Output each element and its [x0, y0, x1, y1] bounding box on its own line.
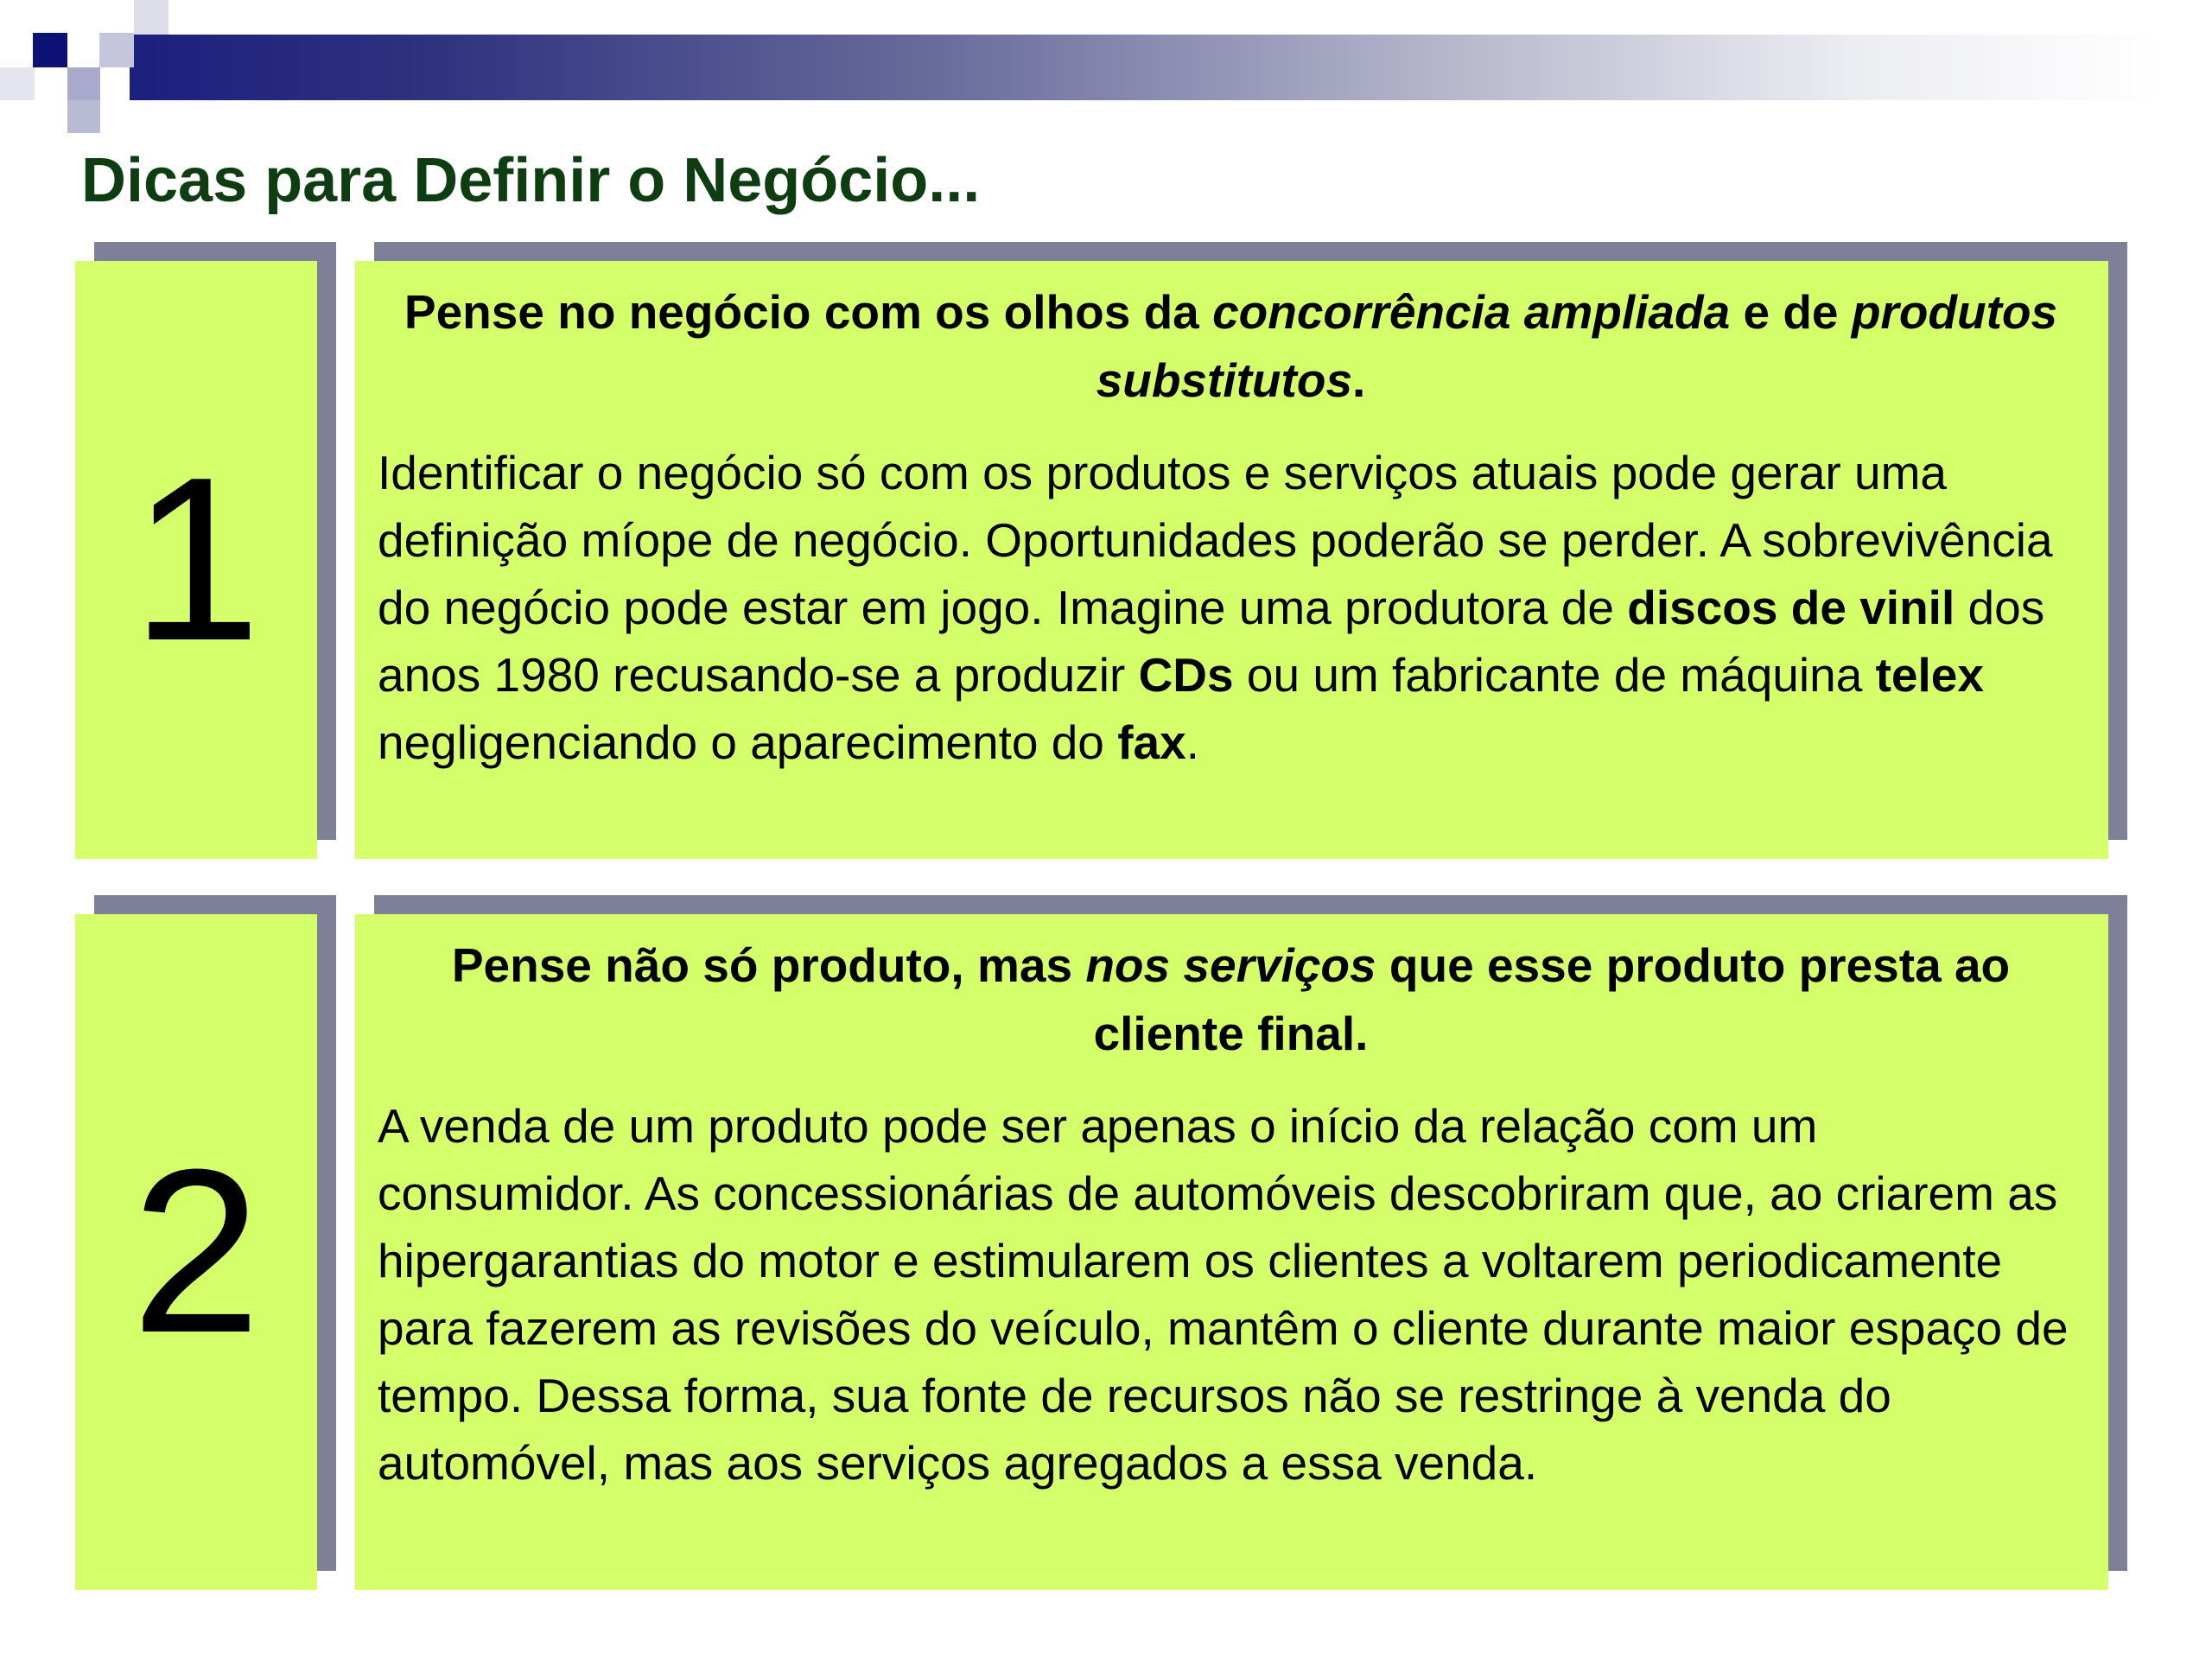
tip-2-number-box — [75, 914, 317, 1590]
tip-2-text-box — [355, 914, 2108, 1590]
tip-1-body-text: dos anos 1980 recusando-se a produzir — [378, 581, 2045, 702]
tip-1-text-box — [355, 261, 2108, 859]
tip-1-heading-text: . — [1352, 353, 1366, 407]
tip-1-body-bold: telex — [1875, 648, 1984, 702]
tip-1-number-box — [75, 261, 317, 859]
decorative-square — [99, 33, 134, 67]
tip-1-heading-text: Pense no negócio com os olhos da — [404, 285, 1213, 339]
decorative-square — [33, 33, 67, 67]
tip-2-heading-emphasis: nos serviços — [1085, 938, 1376, 992]
slide-title: Dicas para Definir o Negócio... — [81, 146, 981, 215]
tip-2-heading-text: que esse produto presta ao cliente final. — [1093, 938, 2011, 1060]
tip-2-heading — [378, 931, 2084, 1068]
decorative-square — [134, 0, 168, 35]
decorative-square — [0, 67, 35, 100]
tip-1-heading — [378, 278, 2084, 415]
tip-1-body-bold: fax — [1117, 715, 1186, 769]
tip-1-body-bold: discos de vinil — [1627, 581, 1955, 634]
tip-1-body-text: negligenciando o aparecimento do — [378, 715, 1118, 769]
tip-1-heading-emphasis: concorrência ampliada — [1212, 285, 1731, 339]
tip-1-body-text: Identificar o negócio só com os produtos e serviços atuais pode gerar uma definição míope de negócio. Oportunidades poderão se perder. A sobrevivência do negócio pode estar em jogo. Imagine uma produtora de — [378, 446, 2053, 634]
tip-2-heading-text: Pense não só produto, mas — [451, 938, 1086, 992]
tip-1-body-bold: CDs — [1138, 648, 1234, 702]
decorative-square — [67, 100, 100, 133]
tip-1-body-text: ou um fabricante de máquina — [1233, 648, 1876, 702]
tip-2-number: 2 — [130, 1122, 262, 1382]
tip-1-body-text: . — [1185, 715, 1199, 769]
tip-1-heading-emphasis: produtos substitutos — [1096, 285, 2058, 407]
header-gradient-bar — [130, 35, 2160, 100]
decorative-square — [67, 67, 100, 100]
tip-1-body — [378, 439, 2084, 776]
tip-1-number: 1 — [130, 429, 262, 690]
tip-2-body: A venda de um produto pode ser apenas o início da relação com um consumidor. As concessionárias de automóveis descobriram que, ao criarem as hipergarantias do motor e estimularem os clientes a voltarem periodicamente para fazerem as revisões do veículo, mantêm o cliente durante maior espaço de tempo. Dessa forma, sua fonte de recursos não se restringe à venda do automóvel, mas aos serviços agregados a essa venda. — [378, 1099, 2069, 1490]
tip-1-heading-text: e de — [1730, 285, 1852, 339]
